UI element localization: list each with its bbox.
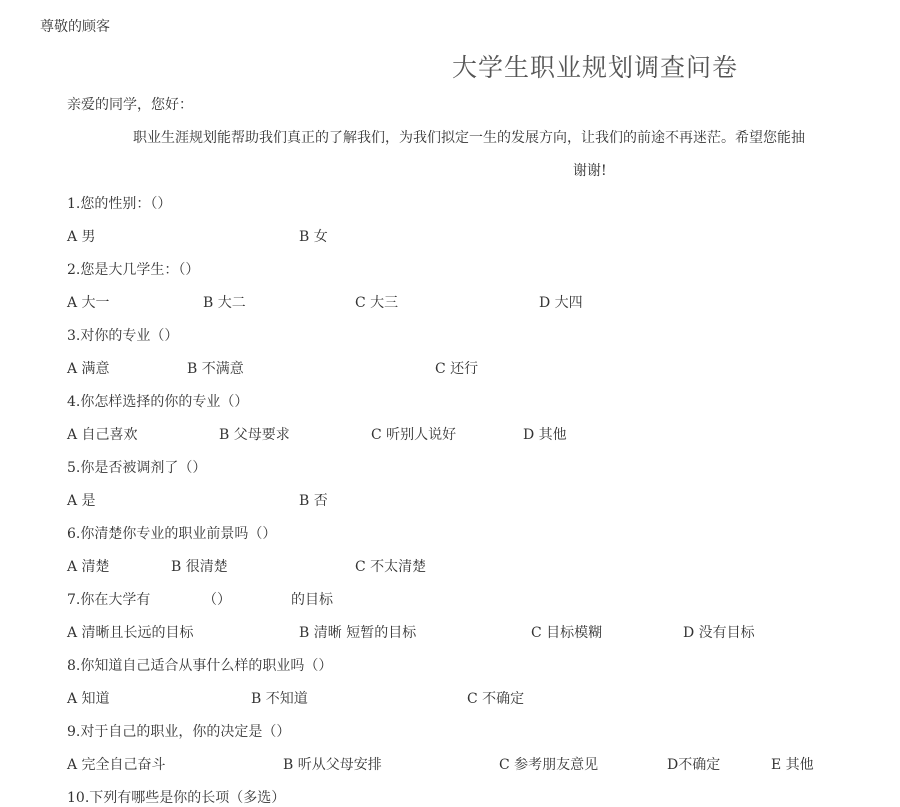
question-4: 4.你怎样选择的你的专业（） [67,394,249,410]
q2-option-d: D 大四 [539,295,583,311]
q2-option-a: A 大一 [67,295,110,311]
question-10: 10.下列有哪些是你的长项（多选） [67,790,286,806]
q3-option-c: C 还行 [435,361,479,377]
q3-option-b: B 不满意 [187,361,244,377]
q9-option-b: B 听从父母安排 [283,757,382,773]
question-1: 1.您的性别：（） [67,196,172,212]
question-3: 3.对你的专业（） [67,328,179,344]
question-2: 2.您是大几学生：（） [67,262,200,278]
q1-option-b: B 女 [299,229,328,245]
q9-option-c: C 参考朋友意见 [499,757,599,773]
q2-option-b: B 大二 [203,295,246,311]
q4-option-d: D 其他 [523,427,567,443]
q5-option-b: B 否 [299,493,328,509]
q4-option-c: C 听别人说好 [371,427,457,443]
thanks-line: 谢谢! [573,163,607,179]
q7-option-b: B 清晰 短暂的目标 [299,625,417,641]
q7-option-d: D 没有目标 [683,625,755,641]
q7-option-a: A 清晰且长远的目标 [67,625,194,641]
q4-option-b: B 父母要求 [219,427,290,443]
intro-paragraph: 职业生涯规划能帮助我们真正的了解我们，为我们拟定一生的发展方向，让我们的前途不再迷茫。希望您能抽 [133,130,805,146]
q9-option-a: A 完全自己奋斗 [67,757,166,773]
q1-option-a: A 男 [67,229,96,245]
salutation: 亲爱的同学，您好： [67,97,193,113]
q9-option-e: E 其他 [771,757,814,773]
question-8: 8.你知道自己适合从事什么样的职业吗（） [67,658,333,674]
q6-option-a: A 清楚 [67,559,110,575]
question-9: 9.对于自己的职业，你的决定是（） [67,724,291,740]
question-5: 5.你是否被调剂了（） [67,460,207,476]
question-6: 6.你清楚你专业的职业前景吗（） [67,526,277,542]
q6-option-b: B 很清楚 [171,559,228,575]
q7-blank: （） [203,592,231,608]
q4-option-a: A 自己喜欢 [67,427,138,443]
q3-option-a: A 满意 [67,361,110,377]
question-7: 7.你在大学有 [67,592,151,608]
q8-option-a: A 知道 [67,691,110,707]
page-title: 大学生职业规划调查问卷 [452,53,739,82]
q2-option-c: C 大三 [355,295,399,311]
q9-option-d: D不确定 [667,757,721,773]
q8-option-c: C 不确定 [467,691,525,707]
header-greeting: 尊敬的顾客 [40,19,110,35]
q6-option-c: C 不太清楚 [355,559,427,575]
q7-option-c: C 目标模糊 [531,625,603,641]
q7-suffix: 的目标 [291,592,333,608]
q5-option-a: A 是 [67,493,96,509]
q8-option-b: B 不知道 [251,691,308,707]
